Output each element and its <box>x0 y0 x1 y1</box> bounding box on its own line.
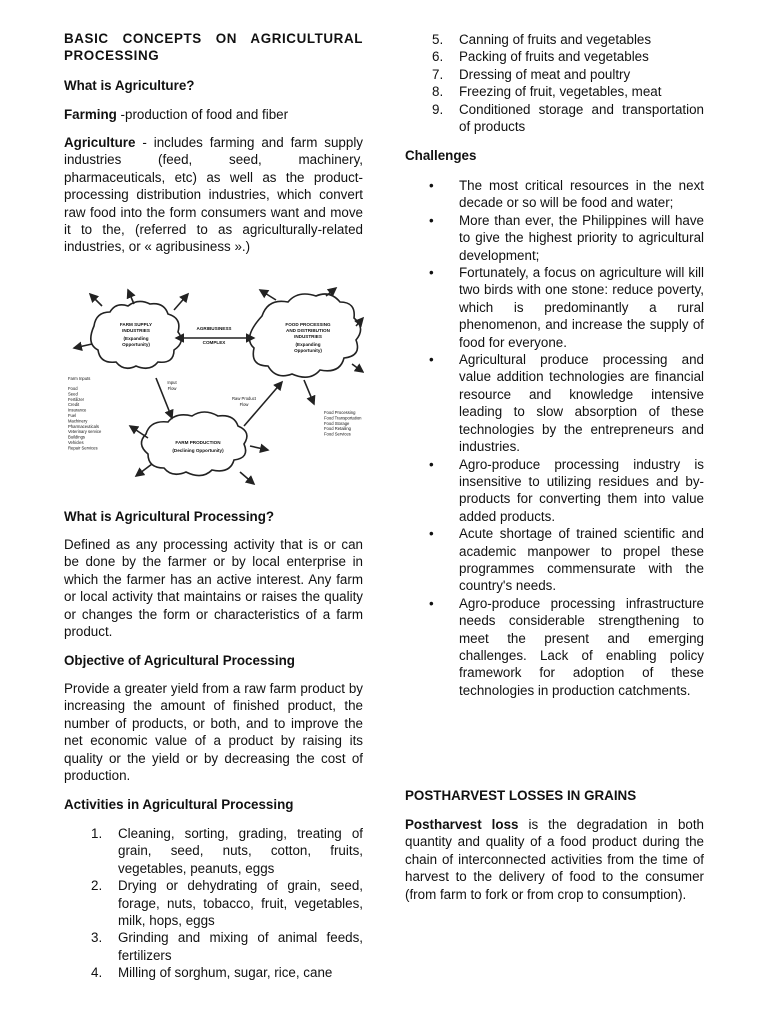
bullet-icon: • <box>429 526 434 542</box>
farm-input-item: Insurance <box>68 407 87 413</box>
activity-number: 3. <box>91 930 103 946</box>
activity-number: 9. <box>432 101 444 117</box>
agriculture-def-text: - includes farming and farm supply industries (feed, seed, machinery, pharmaceuticals, etc) as well as the product-processing distribution industries, which convert raw food into the form consumers want and move it to the, (referred to as agriculturally-related industries, or « agribusiness ».) <box>64 135 363 255</box>
activity-number: 7. <box>432 66 444 82</box>
challenge-text: Fortunately, a focus on agriculture will kill two birds with one stone: reduce poverty, which is predominantly a rural phenomenon, and increase the supply of food for everyone. <box>459 265 704 350</box>
food-output-item: Food Transportation <box>324 415 362 421</box>
heading-objective: Objective of Agricultural Processing <box>64 653 295 668</box>
activity-text: Dressing of meat and poultry <box>459 66 631 82</box>
activity-text: Cleaning, sorting, grading, treating of grain, seed, nuts, cotton, fruits, vegetables, peanuts, eggs <box>118 826 363 876</box>
farm-supply-cloud <box>91 301 181 368</box>
farm-supply-label-4: Opportunity) <box>122 342 150 347</box>
activity-item <box>405 83 704 100</box>
activity-item <box>64 929 363 964</box>
challenge-text: The most critical resources in the next decade or so will be food and water; <box>459 178 704 211</box>
activity-number: 2. <box>91 878 103 894</box>
farm-input-item: Repair Services <box>68 445 98 451</box>
processing-definition: Defined as any processing activity that is or can be done by the farmer or by local enterprise in which the farmer has an active interest. Any farm or local activity that maintains or raises the quality or changes the form or characteristics of a farm product. <box>64 537 363 640</box>
challenge-item <box>405 212 704 264</box>
activity-item <box>405 66 704 83</box>
farm-supply-label-2: INDUSTRIES <box>122 328 150 333</box>
food-processing-label-3: INDUSTRIES <box>294 334 322 339</box>
challenge-text: Acute shortage of trained scientific and academic manpower to propel these programmes commensurate with the country's needs. <box>459 526 704 594</box>
food-processing-label-4: (Expanding <box>295 342 321 347</box>
farm-input-item: Pharmaceuticals <box>68 423 99 429</box>
farm-input-item: Credit <box>68 402 80 408</box>
agriculture-term: Agriculture <box>64 135 136 150</box>
input-flow-label-1: Input <box>167 380 177 385</box>
challenge-text: Agricultural produce processing and value addition technologies are financial resource and knowledge intensive leading to slow absorption of these technologies by the entrepreneurs and industries. <box>459 352 704 455</box>
raw-product-label-1: Raw Product <box>232 396 256 401</box>
activity-number: 4. <box>91 965 103 981</box>
challenge-text: Agro-produce processing industry is insensitive to utilizing residues and by-products for converting them into value added products. <box>459 456 704 524</box>
challenge-item <box>405 595 704 699</box>
bullet-icon: • <box>429 178 434 193</box>
activity-text: Drying or dehydrating of grain, seed, forage, nuts, tobacco, fruit, vegetables, milk, hops, eggs <box>118 878 363 929</box>
farm-production-label-1: FARM PRODUCTION <box>175 440 221 445</box>
food-output-item: Food Processing <box>324 410 356 415</box>
activity-item <box>405 48 704 65</box>
document-title: BASIC CONCEPTS ON AGRICULTURAL PROCESSING <box>64 31 363 64</box>
bullet-icon: • <box>429 265 434 281</box>
heading-challenges: Challenges <box>405 148 477 163</box>
food-output-item: Food Services <box>324 431 351 437</box>
activity-item <box>64 964 363 981</box>
farm-inputs-title: Farm Inputs <box>68 376 91 381</box>
activities-list-continued <box>405 31 704 135</box>
food-processing-label-2: AND DISTRIBUTION <box>286 328 330 333</box>
farming-definition <box>64 106 363 123</box>
food-processing-label-5: Opportunity) <box>294 348 322 353</box>
farm-input-item: Machinery <box>68 418 88 424</box>
activity-number: 8. <box>432 84 444 100</box>
heading-what-is-processing: What is Agricultural Processing? <box>64 509 275 524</box>
agriculture-definition <box>64 134 363 256</box>
agribusiness-diagram <box>64 286 364 489</box>
input-flow-label-2: Flow <box>167 386 177 391</box>
heading-postharvest: POSTHARVEST LOSSES IN GRAINS <box>405 788 637 803</box>
farming-def-text: -production of food and fiber <box>116 107 289 122</box>
activity-item <box>405 101 704 136</box>
farm-input-item: Vehicles <box>68 440 84 445</box>
food-processing-label-1: FOOD PROCESSING <box>285 322 331 327</box>
activity-text: Conditioned storage and transportation of products <box>459 101 704 135</box>
farm-input-item: Seed <box>68 391 78 397</box>
farm-input-item: Veterinary service <box>68 429 102 435</box>
farm-inputs-list <box>68 376 102 450</box>
challenge-item <box>405 525 704 595</box>
challenges-list <box>405 177 704 699</box>
activity-text: Freezing of fruit, vegetables, meat <box>459 84 662 100</box>
farm-supply-label-3: (Expanding <box>123 336 149 341</box>
challenge-item <box>405 456 704 526</box>
agribusiness-label-2: COMPLEX <box>202 340 226 345</box>
food-output-item: Food Retailing <box>324 426 352 432</box>
postharvest-term: Postharvest loss <box>405 817 519 832</box>
food-outputs-list <box>324 410 362 437</box>
activity-text: Canning of fruits and vegetables <box>459 32 652 47</box>
challenge-item <box>405 351 704 455</box>
bullet-icon: • <box>429 456 434 472</box>
activity-text: Grinding and mixing of animal feeds, fertilizers <box>118 930 363 963</box>
farm-production-label-2: (Declining Opportunity) <box>172 448 224 453</box>
agribusiness-label-1: AGRIBUSINESS <box>196 326 232 331</box>
activity-item <box>405 31 704 48</box>
farm-input-item: Buildings <box>68 434 85 440</box>
farming-term: Farming <box>64 107 117 122</box>
objective-body: Provide a greater yield from a raw farm product by increasing the amount of finished product, the number of products, or both, and to improve the net economic value of a product by raising its quality or the yield or by decreasing the cost of production. <box>64 681 363 784</box>
activity-text: Packing of fruits and vegetables <box>459 49 649 65</box>
farm-input-item: Food <box>68 386 78 391</box>
challenge-text: More than ever, the Philippines will have to give the highest priority to agricultural development; <box>459 212 704 263</box>
bullet-icon: • <box>429 595 434 611</box>
activity-text: Milling of sorghum, sugar, rice, cane <box>118 965 333 981</box>
raw-product-arrow <box>244 382 282 426</box>
farm-input-item: Fuel <box>68 413 77 418</box>
activity-number: 6. <box>432 49 444 65</box>
bullet-icon: • <box>429 352 434 368</box>
challenge-text: Agro-produce processing infrastructure needs considerable strengthening to meet the present and emerging challenges. Lack of enabling policy framework for adoption of these technologies in production catchments. <box>459 595 704 698</box>
activities-list <box>64 825 363 982</box>
activity-item <box>64 877 363 929</box>
farm-supply-label-1: FARM SUPPLY <box>119 322 153 327</box>
activity-item <box>64 825 363 877</box>
activity-number: 1. <box>91 826 103 841</box>
heading-activities: Activities in Agricultural Processing <box>64 797 294 812</box>
food-output-item: Food Storage <box>324 420 350 426</box>
challenge-item <box>405 177 704 212</box>
postharvest-definition <box>405 816 704 903</box>
raw-product-label-2: Flow <box>239 402 249 407</box>
postharvest-def-text: is the degradation in both quantity and quality of a food product during the chain of interconnected activities from the time of harvest to the delivery of food to the consumer (from farm to fork or from crop to consumption). <box>405 817 705 902</box>
challenge-item <box>405 264 704 351</box>
heading-what-is-agriculture: What is Agriculture? <box>64 78 195 93</box>
bullet-icon: • <box>429 212 434 228</box>
farm-input-item: Fertilizer <box>68 396 85 402</box>
activity-number: 5. <box>432 32 444 47</box>
